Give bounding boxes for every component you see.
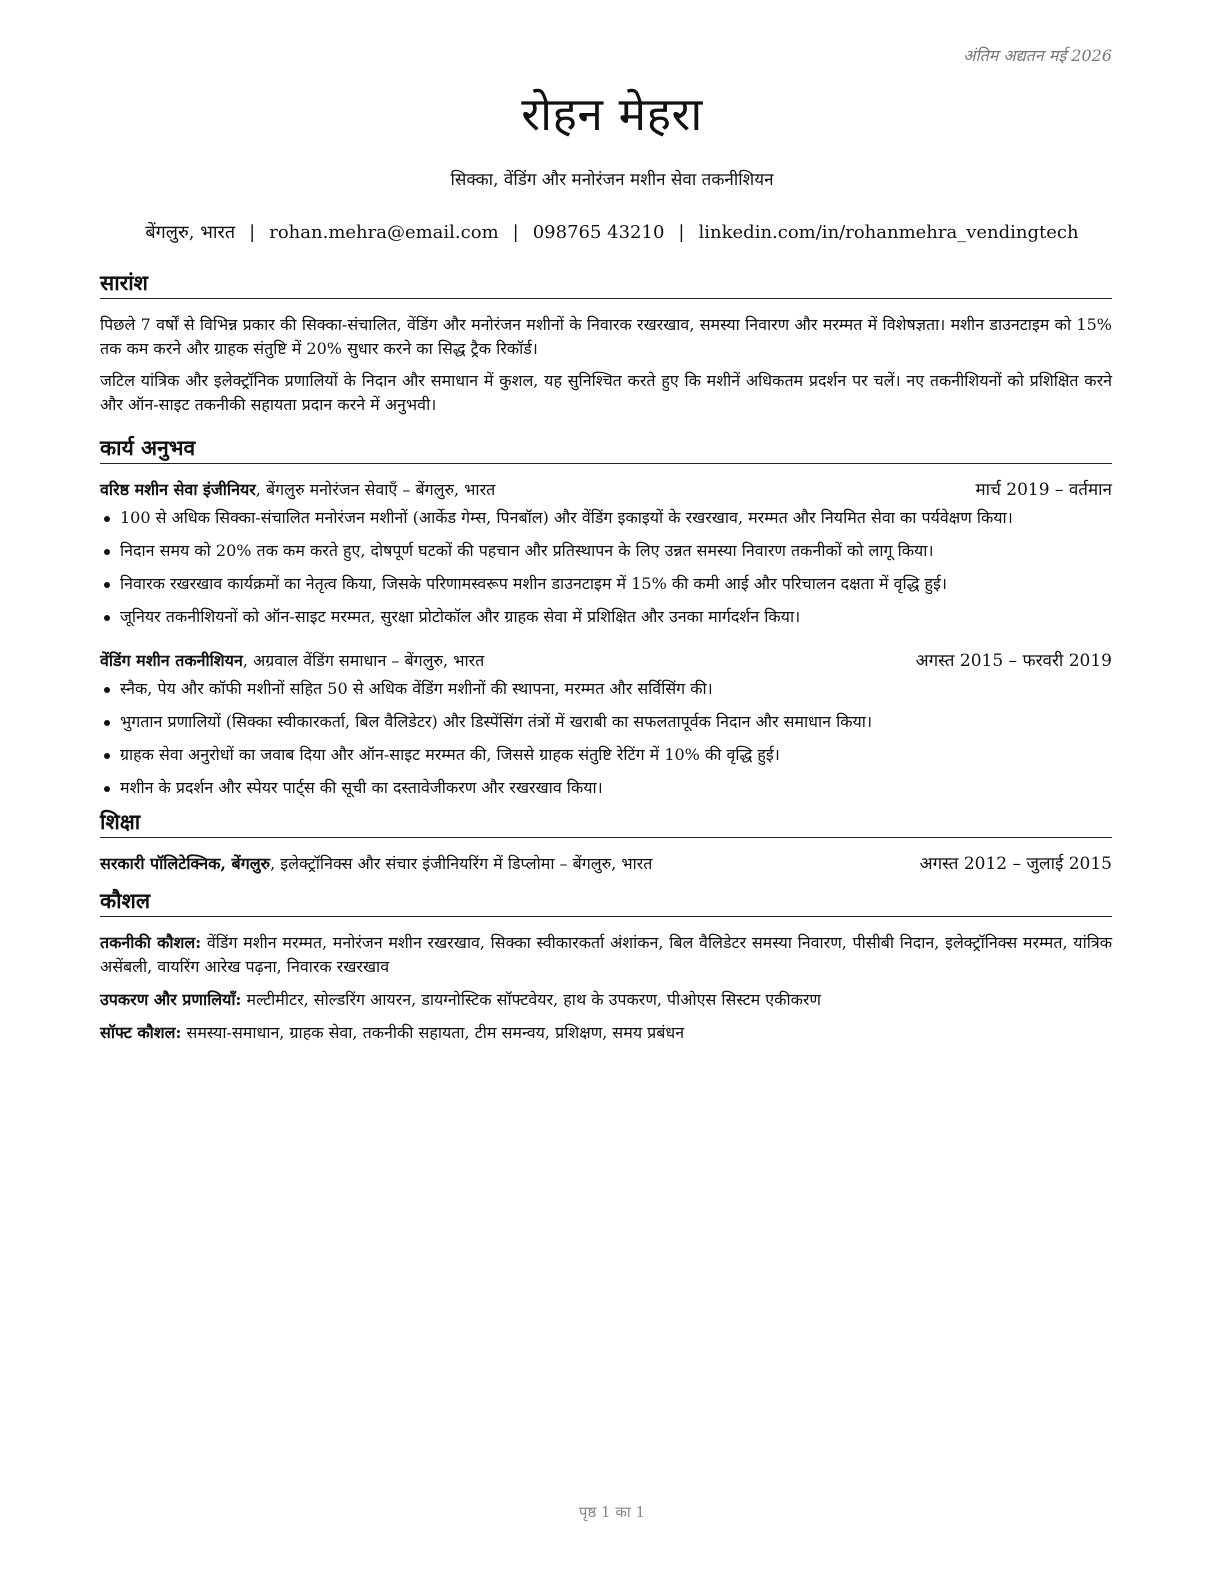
job-entry [100,478,1112,629]
job-role: वेंडिंग मशीन तकनीशियन [100,651,243,670]
contact-separator: | [249,222,256,243]
job-header [100,478,1112,502]
last-updated: अंतिम अद्यतन मई 2026 [963,46,1112,65]
job-role-org [100,649,484,673]
section-heading-experience: कार्य अनुभव [100,435,1112,464]
education-dates: अगस्त 2012 – जुलाई 2015 [919,854,1112,874]
skill-label: सॉफ्ट कौशल: [100,1023,182,1042]
job-bullet: जूनियर तकनीशियनों को ऑन-साइट मरम्मत, सुरक्षा प्रोटोकॉल और ग्राहक सेवा में प्रशिक्षित और उनका मार्गदर्शन किया। [100,605,1112,629]
candidate-title: सिक्का, वेंडिंग और मनोरंजन मशीन सेवा तकनीशियन [450,170,774,190]
skill-line [100,988,1112,1012]
job-role: वरिष्ठ मशीन सेवा इंजीनियर [100,480,256,499]
summary-paragraph: पिछले 7 वर्षों से विभिन्न प्रकार की सिक्का-संचालित, वेंडिंग और मनोरंजन मशीनों के निवारक रखरखाव, समस्या निवारण और मरम्मत में विशेषज्ञता। मशीन डाउनटाइम को 15% तक कम करने और ग्राहक संतुष्टि में 20% सुधार करने का सिद्ध ट्रैक रिकॉर्ड। [100,315,1112,358]
job-header [100,649,1112,673]
job-bullet: 100 से अधिक सिक्का-संचालित मनोरंजन मशीनों (आर्केड गेम्स, पिनबॉल) और वेंडिंग इकाइयों के रखरखाव, मरम्मत और नियमित सेवा का पर्यवेक्षण किया। [100,506,1112,530]
contact-location: बेंगलुरु, भारत [145,222,236,243]
section-heading-summary: सारांश [100,270,1112,299]
job-bullets [100,677,1112,800]
job-dates: मार्च 2019 – वर्तमान [975,480,1112,500]
job-bullet: निवारक रखरखाव कार्यक्रमों का नेतृत्व किया, जिसके परिणामस्वरूप मशीन डाउनटाइम में 15% की कमी आई और परिचालन दक्षता में वृद्धि हुई। [100,572,1112,596]
summary-section [100,270,1112,417]
summary-paragraph: जटिल यांत्रिक और इलेक्ट्रॉनिक प्रणालियों के निदान और समाधान में कुशल, यह सुनिश्चित करते हुए कि मशीनें अधिकतम प्रदर्शन पर चलें। नए तकनीशियनों को प्रशिक्षित करने और ऑन-साइट तकनीकी सहायता प्रदान करने में अनुभवी। [100,371,1112,414]
skill-value: समस्या-समाधान, ग्राहक सेवा, तकनीकी सहायता, टीम समन्वय, प्रशिक्षण, समय प्रबंधन [181,1023,685,1042]
job-bullet: भुगतान प्रणालियों (सिक्का स्वीकारकर्ता, बिल वैलिडेटर) और डिस्पेंसिंग तंत्रों में खराबी का सफलतापूर्वक निदान और समाधान किया। [100,710,1112,734]
job-entry [100,649,1112,800]
skill-line [100,1021,1112,1045]
contact-linkedin[interactable]: linkedin.com/in/rohanmehra_vendingtech [698,222,1079,243]
job-bullet: निदान समय को 20% तक कम करते हुए, दोषपूर्ण घटकों की पहचान और प्रतिस्थापन के लिए उन्नत समस्या निवारण तकनीकों को लागू किया। [100,539,1112,563]
skill-line [100,931,1112,979]
job-bullet: ग्राहक सेवा अनुरोधों का जवाब दिया और ऑन-साइट मरम्मत की, जिससे ग्राहक संतुष्टि रेटिंग में 10% की वृद्धि हुई। [100,743,1112,767]
job-dates: अगस्त 2015 – फरवरी 2019 [915,651,1112,671]
education-entry [100,852,1112,876]
job-bullet: मशीन के प्रदर्शन और स्पेयर पार्ट्स की सूची का दस्तावेजीकरण और रखरखाव किया। [100,776,1112,800]
section-heading-skills: कौशल [100,888,1112,917]
section-heading-education: शिक्षा [100,809,1112,838]
skill-label: उपकरण और प्रणालियाँ: [100,990,242,1009]
contact-separator: | [678,222,685,243]
candidate-name: रोहन मेहरा [521,87,703,141]
contact-phone[interactable]: 098765 43210 [532,222,665,243]
job-org: , अग्रवाल वेंडिंग समाधान – बेंगलुरु, भारत [242,651,485,670]
education-detail: , इलेक्ट्रॉनिक्स और संचार इंजीनियरिंग में डिप्लोमा – बेंगलुरु, भारत [270,854,653,873]
job-bullet: स्नैक, पेय और कॉफी मशीनों सहित 50 से अधिक वेंडिंग मशीनों की स्थापना, मरम्मत और सर्विसिंग की। [100,677,1112,701]
education-section [100,809,1112,876]
skill-value: मल्टीमीटर, सोल्डरिंग आयरन, डायग्नोस्टिक सॉफ्टवेयर, हाथ के उपकरण, पीओएस सिस्टम एकीकरण [241,990,821,1009]
contact-email[interactable]: rohan.mehra@email.com [269,222,499,243]
contact-line [0,220,1224,244]
contact-separator: | [512,222,519,243]
resume-content [100,270,1112,1054]
job-org: , बेंगलुरु मनोरंजन सेवाएँ – बेंगलुरु, भारत [255,480,496,499]
skill-label: तकनीकी कौशल: [100,933,202,952]
skills-section [100,888,1112,1045]
page-number: पृष्ठ 1 का 1 [578,1503,646,1521]
job-role-org [100,478,495,502]
job-bullets [100,506,1112,629]
experience-section [100,435,1112,800]
skill-value: वेंडिंग मशीन मरम्मत, मनोरंजन मशीन रखरखाव, सिक्का स्वीकारकर्ता अंशांकन, बिल वैलिडेटर समस्या निवारण, पीसीबी निदान, इलेक्ट्रॉनिक्स मरम्मत, यांत्रिक असेंबली, वायरिंग आरेख पढ़ना, निवारक रखरखाव [100,933,1112,976]
education-institution: सरकारी पॉलिटेक्निक, बेंगलुरु [100,854,271,873]
education-institution-detail [100,852,652,876]
